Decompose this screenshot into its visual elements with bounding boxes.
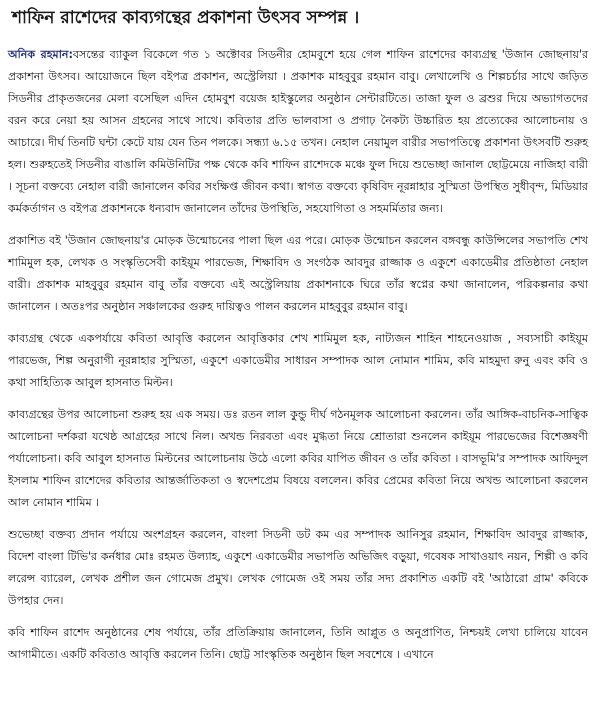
article-paragraph-6: কবি শাফিন রাশেদ অনুষ্ঠানের শেষ পর্যায়ে, তাঁর প্রতিক্রিয়ায় জানালেন, তিনি আপ্লুত ও অনুপ্রাণিত, নিশ্চয়ই লেখা চালিয়ে যাবেন আগামীতে। একটি কবিতাও আবৃত্তি করলেন তিনি। ছোট্ট সাংস্কৃতিক অনুষ্ঠান ছিল সবশেষে । এখানে <box>8 626 588 661</box>
author-byline: অনিক রহমান: <box>8 48 73 61</box>
article-paragraph-2: প্রকাশিত বই 'উজান জোছনায়'র মোড়ক উন্মোচনের পালা ছিল এর পরে। মোড়ক উন্মোচন করলেন বঙ্গবন্ধু কাউন্সিলের সভাপতি শেখ শামিমুল হক, লেখক ও সংস্কৃতিসেবী কাইয়ূম পারভেজ, শিক্ষাবিদ ও সংগঠক আবদুর রাজ্জাক ও একুশে একাডেমীর প্রতিষ্ঠাতা নেহাল বারী। প্রকাশক মাহবুবুর রহমান বাবু তাঁর বক্তব্যে এই অস্ট্রেলিয়ায় প্রকাশনাকে ঘিরে তাঁর স্বপ্নের কথা জানালেন, পরিকল্পনার কথা জানালেন । অতঃপর অনুষ্ঠান সঞ্চালকের গুরুহ দায়িত্বও পালন করলেন মাহবুবুর রহমান বাবু। <box>8 234 588 313</box>
article-headline: শাফিন রাশেদের কাব্যগন্থের প্রকাশনা উৎসব সম্পন্ন । <box>12 8 360 28</box>
article-paragraph-3: কাব্যগ্রন্থ থেকে একপর্যায়ে কবিতা আবৃত্তি করলেন আবৃত্তিকার শেখ শামিমুল হক, নাট্যজন শাহিন শাহনেওয়াজ , সব্যসাচী কাইয়ূম পারভেজ, শিল্প অনুরাগী নূরন্নাহার সুস্মিতা, একুশে একাডেমীর সাধারন সম্পাদক আল নোমান শামিম, কবি মাহমুদা রুনু এবং কবি ও কথা সাহিত্যিক আবুল হাসনাত মিল্টন। <box>8 332 588 389</box>
article <box>8 6 588 676</box>
paragraph-text: বসন্তের ব্যাকুল বিকেলে গত ১ অক্টোবর সিডনীর হোমবুশে হয়ে গেল শাফিন রাশেদের কাব্যগ্রন্থ 'উজান জোছনায়'র প্রকাশনা উৎসব। আয়োজনে ছিল বইপত্র প্রকাশন, অস্ট্রেলিয়া । প্রকাশক মাহবুবুর রহমান বাবু। লেখালেখি ও শিল্পচর্চার সাথে জড়িত সিডনীর প্রাকৃতজনের মেলা বসেছিল এদিন হোমবুশ বয়েজ হাইস্কুলের অনুষ্ঠান সেন্টারটিতে। তাজা ফুল ও ব্রশুর দিয়ে অভ্যাগতদের বরন করে নেয়া হয় আসন গ্রহনের সাথে সাথে। কবিতার প্রতি ভালবাসা ও প্রগাঢ় নৈকট্য উচ্চারিত হয় প্রত্যেকের আলোচনায় ও আচারে। দীর্ঘ তিনটি ঘন্টা কেটে যায় যেন তিন পলকে। সন্ধ্যা ৬.১৫ তখন। নেহাল নেয়ামুল বারীর সভাপতিত্বে প্রকাশনা উৎসবটি শুরুহ হল। শুরুহতেই সিডনীর বাঙালি কমিউনিটির পক্ষ থেকে কবি শাফিন রাশেদকে মঞ্চে ফুল দিয়ে শুভেচ্ছা জানাল ছোট্টমেয়ে নাজিহা বারী । সূচনা বক্তব্যে নেহাল বারী জানালেন কবির সংক্ষিপ্ত জীবন কথা। স্বাগত বক্তব্যে কৃষিবিদ নূরন্নাহার সুস্মিতা উপস্থিত সুধীবৃন্দ, মিডিয়ার কর্মকর্তাগন ও বইপত্র প্রকাশনকে ধন্যবাদ জানালেন তাঁদের উপস্থিতি, সহযোগিতা ও সহমর্মিতার জন্য। <box>8 48 588 215</box>
article-paragraph-4: কাব্যগ্রন্থের উপর আলোচনা শুরুহ হয় এক সময়। ডঃ রতন লাল কুন্ডু দীর্ঘ গঠনমূলক আলোচনা করলেন। তাঁর আঙ্গিক-বাচনিক-সাত্বিক আলোচনা দর্শকরা যথেষ্ঠ আগ্রহের সাথে নিল। অখন্ড নিরবতা এবং মুগ্ধতা নিয়ে শ্রোতারা শুনলেন কাইয়ূম পারভেজের বিশেজ্ঞষণী পর্যালোচনা। কবি আবুল হাসনাত মিল্টনের আলোচনায় উঠে এলো কবির যাপিত জীবন ও তাঁর কবিতা । বাসভূমি'র সম্পাদক আফিদুল ইসলাম শাফিন রাশেদের কবিতার আন্তর্জাতিকতা ও স্বদেশপ্রেম বিষয়ে বললেন। কবির প্রেমের কবিতা নিয়ে অখন্ড আলোচনা করলেন আল নোমান শামিম । <box>8 408 588 509</box>
article-paragraph-1 <box>8 44 588 220</box>
article-paragraph-5: শুভেচ্ছা বক্তব্য প্রদান পর্যায়ে অংশগ্রহন করলেন, বাংলা সিডনী ডট কম এর সম্পাদক আনিসুর রহমান, শিক্ষাবিদ আবদুর রাজ্জাক, বিদেশ বাংলা টিভি'র কর্নধার মোঃ রহমত উল্যাহ, একুশে একাডেমীর সভাপতি অভিজিৎ বড়ুয়া, গবেষক সাখাওয়াৎ নয়ন, শিল্পী ও কবি লরেন্স ব্যারেল, লেখক প্রশীল জন গোমেজ প্রমুখ। লেখক গোমেজ ওই সময় তাঁর সদ্য প্রকাশিত একটি বই 'আঠারো গ্রাম' কবিকে উপহার দেন। <box>8 528 588 607</box>
